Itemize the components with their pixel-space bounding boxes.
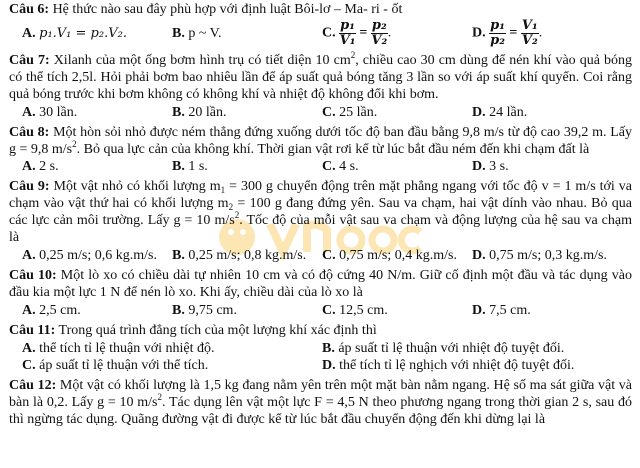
- question-12: Câu 12: Một vật có khối lượng là 1,5 kg đang nằm yên trên một mặt bàn nằm ngang. Hệ số ma sát giữa vật và bàn là 0,2. Lấy g = 10 $m/s^2$. Tác dụng lên vật một lực F = 4,5 N theo phương ngang trong thời gian 2 s, sau đó thì ngừng tác dụng. Quãng đường vật đi được kể từ lúc bắt đầu chuyển động đến khi dừng lại là: [9, 377, 632, 427]
- question-7-options: [9, 104, 632, 121]
- option-d[interactable]: D. 24 lần.: [472, 104, 528, 120]
- option-letter: C.: [322, 26, 336, 42]
- option-a[interactable]: A. 2,5 cm.: [22, 302, 81, 318]
- question-9-options: [9, 247, 632, 264]
- option-letter: B.: [172, 26, 185, 42]
- option-a[interactable]: A. thể tích tỉ lệ thuận với nhiệt độ.: [22, 340, 215, 356]
- option-c[interactable]: C. 0,75 m/s; 0,4 kg.m/s.: [322, 248, 457, 264]
- option-b[interactable]: B. áp suất tỉ lệ thuận với nhiệt độ tuyệt đối.: [322, 340, 565, 356]
- question-label: Câu 8:: [9, 124, 50, 140]
- option-b[interactable]: [172, 25, 322, 42]
- question-8: Câu 8: Một hòn sỏi nhỏ được ném thẳng đứng xuống dưới tốc độ ban đầu bằng 9,8 m/s từ độ cao 39,2 m. Lấy g = 9,8 $m/s^2$. Bỏ qua lực cản của không khí. Thời gian vật rơi kể từ lúc bắt đầu ném đến khi chạm đất là: [9, 124, 633, 157]
- fraction: $\frac{\text{p₁}}{\text{p₂}}$: [490, 18, 505, 49]
- question-label: Câu 7:: [9, 52, 50, 68]
- question-11-options: [9, 340, 632, 374]
- option-d[interactable]: D. 7,5 cm.: [472, 302, 531, 318]
- option-d[interactable]: D. $\frac{\text{p₁}}{\text{p₂}}$ = $\frac{\text{V₁}}{\text{V₂}}$ .: [472, 18, 543, 49]
- fraction: $\frac{\text{p₁}}{\text{V₁}}$: [339, 18, 356, 49]
- fraction: $\frac{\text{p₂}}{\text{V₂}}$: [371, 18, 388, 49]
- option-b[interactable]: B. 9,75 cm.: [172, 302, 237, 318]
- question-7: Câu 7: Xilanh của một ống bơm hình trụ có tiết diện 10 $cm^2$, chiều cao 30 cm dùng để nén khí vào quả bóng có thể tích 2,5l. Hỏi phải bơm bao nhiêu lần để áp suất quả bóng tăng 3 lần so với áp suất khí quyển. Coi rằng quả bóng trước khi bơm không có không khí và nhiệt độ không đổi khi bơm.: [9, 49, 632, 102]
- question-stem: Hệ thức nào sau đây phù hợp với định luật Bôi-lơ – Ma- ri - ốt: [52, 2, 403, 17]
- question-6-options: [9, 19, 632, 49]
- option-c[interactable]: C. 12,5 cm.: [322, 302, 388, 318]
- question-label: Câu 9:: [9, 179, 50, 195]
- option-text: p₁.V₁ = p₂.V₂.: [39, 26, 127, 42]
- option-c[interactable]: C. $\frac{\text{p₁}}{\text{V₁}}$ = $\frac{\text{p₂}}{\text{V₂}}$ .: [322, 18, 392, 49]
- option-a[interactable]: A. 2 s.: [22, 159, 59, 175]
- fraction: $\frac{\text{V₁}}{\text{V₂}}$: [521, 18, 538, 49]
- option-b[interactable]: B. 0,25 m/s; 0,8 kg.m/s.: [172, 248, 307, 264]
- question-label: Câu 6:: [9, 2, 50, 17]
- question-10-options: [9, 302, 632, 319]
- option-letter: A.: [22, 26, 36, 42]
- question-6: [9, 2, 632, 19]
- option-b[interactable]: B. 1 s.: [172, 159, 208, 175]
- option-text: p ~ V.: [188, 26, 222, 42]
- option-a[interactable]: A. 0,25 m/s; 0,6 kg.m/s.: [22, 248, 157, 264]
- option-d[interactable]: D. thể tích tỉ lệ nghịch với nhiệt độ tuyệt đối.: [322, 357, 575, 373]
- option-letter: D.: [472, 26, 486, 42]
- question-8-options: [9, 158, 632, 175]
- question-label: Câu 12:: [9, 377, 57, 393]
- option-a[interactable]: A. 30 lần.: [22, 104, 78, 120]
- option-c[interactable]: C. 25 lần.: [322, 104, 378, 120]
- option-c[interactable]: C. 4 s.: [322, 159, 359, 175]
- option-a[interactable]: [22, 25, 172, 42]
- question-11: Câu 11: Trong quá trình đẳng tích của một lượng khí xác định thì: [9, 322, 377, 338]
- question-9: Câu 9: Một vật nhỏ có khối lượng $m_1 = 300$ g chuyển động trên mặt phẳng ngang với tốc độ v = 1 m/s tới va chạm vào vật thứ hai có khối lượng $m_2 = 100$ g đang đứng yên. Sau va chạm, hai vật dính vào nhau. Bỏ qua các lực cản môi trường. Lấy g = 10 $m/s^2$. Tốc độ của mỗi vật sau va chạm và động lượng của hệ sau va chạm là: [9, 179, 632, 246]
- option-b[interactable]: B. 20 lần.: [172, 104, 227, 120]
- option-c[interactable]: C. áp suất tỉ lệ thuận với thể tích.: [22, 357, 209, 373]
- question-label: Câu 11:: [9, 322, 56, 338]
- question-label: Câu 10:: [9, 268, 57, 284]
- option-d[interactable]: D. 0,75 m/s; 0,3 kg.m/s.: [472, 248, 607, 264]
- option-d[interactable]: D. 3 s.: [472, 159, 509, 175]
- question-10: Câu 10: Một lò xo có chiều dài tự nhiên 10 cm và có độ cứng 40 N/m. Giữ cố định một đầu và tác dụng vào đầu kia một lực 1 N để nén lò xo. Khi ấy, chiều dài của lò xo là: [9, 268, 632, 300]
